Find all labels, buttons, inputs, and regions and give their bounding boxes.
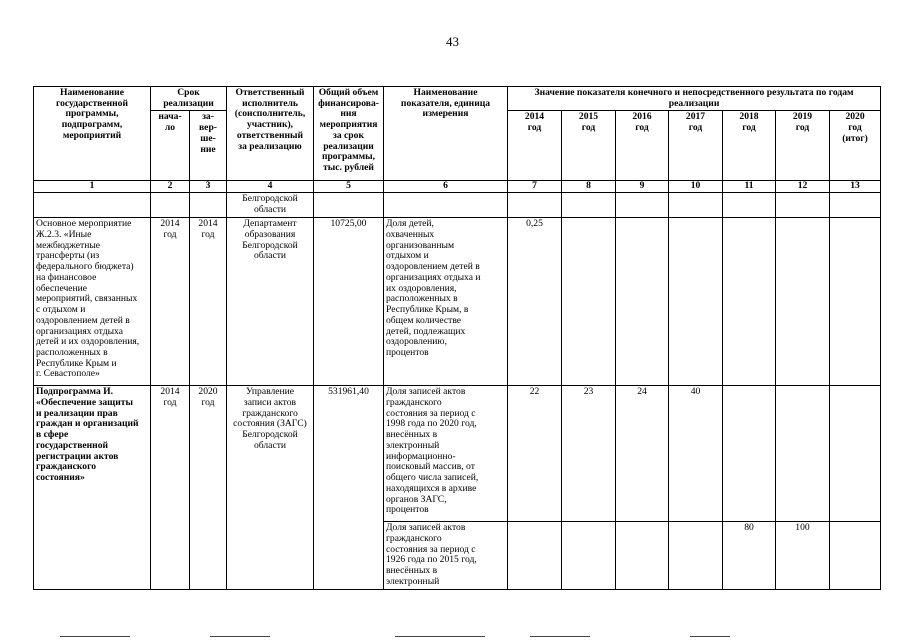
header-term-end: за- вер- ше- ние <box>190 111 227 181</box>
col-num-13: 13 <box>830 181 881 193</box>
row-end: 2020 год <box>190 386 227 589</box>
row-value-2014: 22 <box>508 386 562 522</box>
row-end <box>190 193 227 218</box>
row-value-2018: 80 <box>723 522 776 589</box>
col-num-1: 1 <box>34 181 151 193</box>
row-value-2019 <box>776 193 830 218</box>
row-value-2016: 24 <box>616 386 669 522</box>
header-term: Срок реализации <box>151 87 227 111</box>
scan-line <box>60 636 130 637</box>
row-indicator <box>384 193 508 218</box>
col-num-3: 3 <box>190 181 227 193</box>
header-indicator: Наименование показателя, единица измерения <box>384 87 508 181</box>
scan-bottom-edge <box>0 628 905 640</box>
row-value-2015 <box>562 218 616 386</box>
row-responsible: Белгородской области <box>227 193 314 218</box>
col-num-5: 5 <box>314 181 384 193</box>
col-num-7: 7 <box>508 181 562 193</box>
header-year-2015: 2015 год <box>562 111 616 181</box>
row-funding: 10725,00 <box>314 218 384 386</box>
row-value-2018 <box>723 218 776 386</box>
header-year-2017: 2017 год <box>669 111 723 181</box>
row-value-2017 <box>669 193 723 218</box>
row-value-2020 <box>830 386 881 522</box>
header-year-2018: 2018 год <box>723 111 776 181</box>
row-value-2017 <box>669 218 723 386</box>
row-value-2014: 0,25 <box>508 218 562 386</box>
header-year-2019: 2019 год <box>776 111 830 181</box>
row-value-2020 <box>830 193 881 218</box>
table-row <box>34 386 881 522</box>
row-funding: 531961,40 <box>314 386 384 589</box>
row-value-2019 <box>776 218 830 386</box>
header-term-start: нача- ло <box>151 111 190 181</box>
header-name: Наименование государственной программы, подпрограмм, мероприятий <box>34 87 151 181</box>
header-values-title: Значение показателя конечного и непосредственного результата по годам реализации <box>508 87 881 111</box>
row-value-2016 <box>616 193 669 218</box>
col-num-11: 11 <box>723 181 776 193</box>
row-start <box>151 193 190 218</box>
scan-line <box>395 636 485 637</box>
row-value-2018 <box>723 386 776 522</box>
col-num-2: 2 <box>151 181 190 193</box>
col-num-10: 10 <box>669 181 723 193</box>
row-value-2018 <box>723 193 776 218</box>
row-responsible: Департамент образования Белгородской области <box>227 218 314 386</box>
row-indicator: Доля детей, охваченных организованным отдыхом и оздоровлением детей в организациях отдыха и их оздоровления, расположенных в Республике Крым, в общем количестве детей, подлежащих оздоровлению, процентов <box>384 218 508 386</box>
table-row <box>34 218 881 386</box>
row-name: Основное мероприятие Ж.2.3. «Иные межбюджетные трансферты (из федерального бюджета) на финансовое обеспечение мероприятий, связанных с отдыхом и оздоровлением детей в организациях отдыха детей и их оздоровления, расположенных в Республике Крым и г. Севастополе» <box>34 218 151 386</box>
row-name <box>34 193 151 218</box>
header-row <box>34 87 881 111</box>
row-value-2016 <box>616 218 669 386</box>
row-value-2016 <box>616 522 669 589</box>
col-num-12: 12 <box>776 181 830 193</box>
header-funding: Общий объем финансирова- ния мероприятия за срок реализации программы, тыс. рублей <box>314 87 384 181</box>
header-year-2020: 2020 год (итог) <box>830 111 881 181</box>
row-value-2015 <box>562 522 616 589</box>
header-responsible: Ответственный исполнитель (соисполнитель, участник), ответственный за реализацию <box>227 87 314 181</box>
col-num-6: 6 <box>384 181 508 193</box>
row-value-2014 <box>508 522 562 589</box>
row-indicator: Доля записей актов гражданского состояния за период с 1998 года по 2020 год, внесённых в электронный информационно- поисковый массив, от общего числа записей, находящихся в архиве органов ЗАГС, процентов <box>384 386 508 522</box>
program-table <box>33 86 881 590</box>
row-value-2020 <box>830 522 881 589</box>
header-year-2014: 2014 год <box>508 111 562 181</box>
col-num-4: 4 <box>227 181 314 193</box>
header-year-2016: 2016 год <box>616 111 669 181</box>
row-value-2015 <box>562 193 616 218</box>
row-value-2017: 40 <box>669 386 723 522</box>
scan-line <box>210 636 270 637</box>
table-row <box>34 193 881 218</box>
row-value-2015: 23 <box>562 386 616 522</box>
scan-line <box>690 636 730 637</box>
row-value-2017 <box>669 522 723 589</box>
row-end: 2014 год <box>190 218 227 386</box>
row-name: Подпрограмма И. «Обеспечение защиты и реализации прав граждан и организаций в сфере государственной регистрации актов гражданского состояния» <box>34 386 151 589</box>
row-responsible: Управление записи актов гражданского состояния (ЗАГС) Белгородской области <box>227 386 314 589</box>
page-number: 43 <box>446 34 459 49</box>
column-number-row <box>34 181 881 193</box>
row-funding <box>314 193 384 218</box>
row-start: 2014 год <box>151 218 190 386</box>
col-num-8: 8 <box>562 181 616 193</box>
row-value-2020 <box>830 218 881 386</box>
col-num-9: 9 <box>616 181 669 193</box>
row-value-2019: 100 <box>776 522 830 589</box>
scan-line <box>530 636 590 637</box>
row-value-2019 <box>776 386 830 522</box>
row-indicator: Доля записей актов гражданского состояния за период с 1926 года по 2015 год, внесённых в электронный <box>384 522 508 589</box>
row-value-2014 <box>508 193 562 218</box>
row-start: 2014 год <box>151 386 190 589</box>
